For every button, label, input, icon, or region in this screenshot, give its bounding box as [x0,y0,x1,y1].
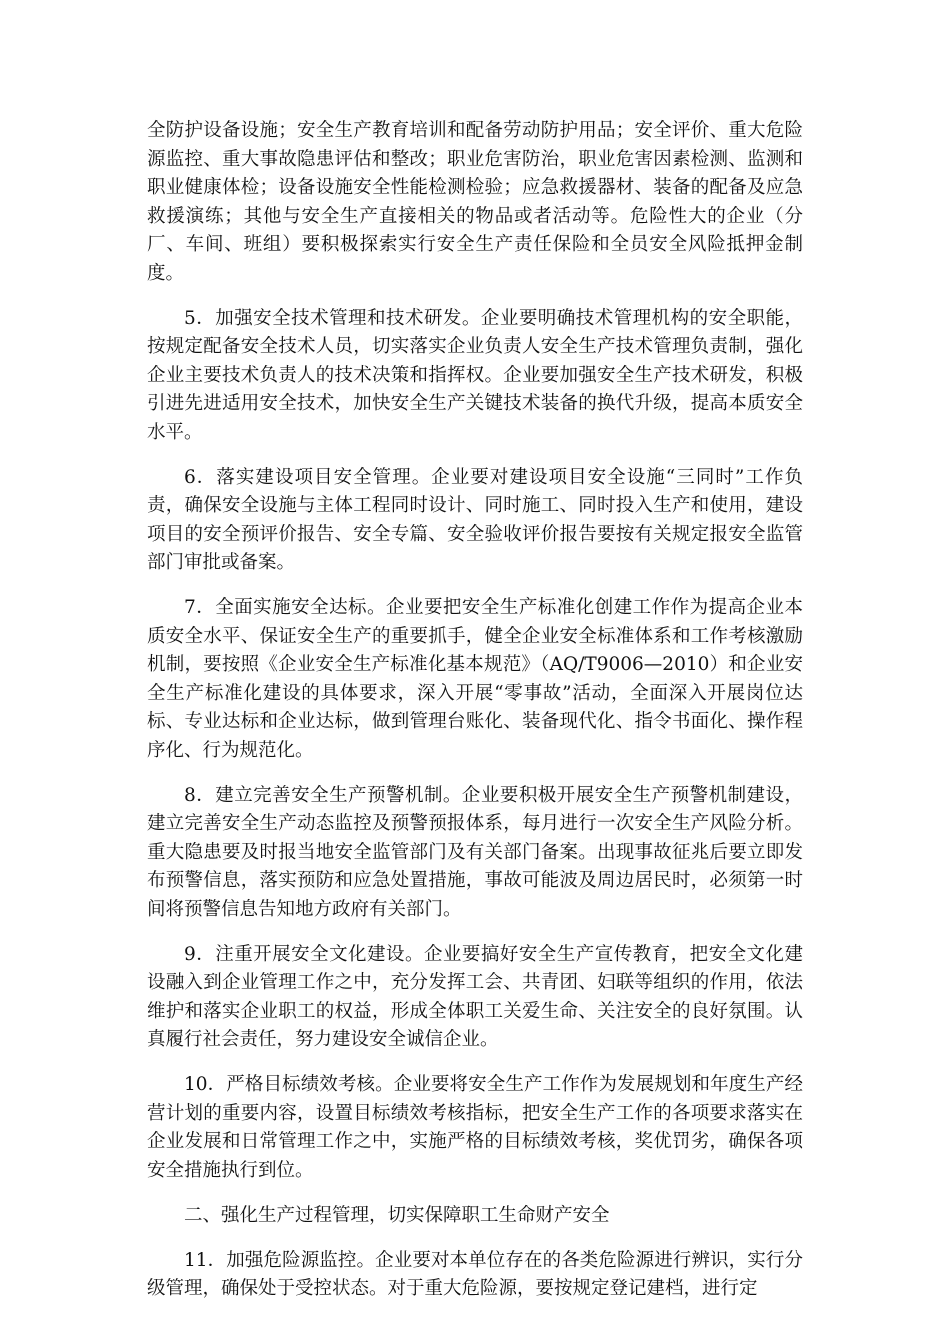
paragraph-item-5: 5．加强安全技术管理和技术研发。企业要明确技术管理机构的安全职能，按规定配备安全技术人员，切实落实企业负责人安全生产技术管理负责制，强化企业主要技术负责人的技术决策和指挥权。企业要加强安全生产技术研发，积极引进先进适用安全技术，加快安全生产关键技术装备的换代升级，提高本质安全水平。 [147,307,803,443]
paragraph-item-11: 11．加强危险源监控。企业要对本单位存在的各类危险源进行辨识，实行分级管理，确保处于受控状态。对于重大危险源，要按规定登记建档，进行定 [147,1249,803,1299]
section-heading: 二、强化生产过程管理，切实保障职工生命财产安全 [184,1204,610,1226]
paragraph-item-8: 8．建立完善安全生产预警机制。企业要积极开展安全生产预警机制建设，建立完善安全生产动态监控及预警预报体系，每月进行一次安全生产风险分析。重大隐患要及时报当地安全监管部门及有关部门备案。出现事故征兆后要立即发布预警信息，落实预防和应急处置措施，事故可能波及周边居民时，必须第一时间将预警信息告知地方政府有关部门。 [147,784,803,920]
paragraph-item-10: 10．严格目标绩效考核。企业要将安全生产工作作为发展规划和年度生产经营计划的重要内容，设置目标绩效考核指标，把安全生产工作的各项要求落实在企业发展和日常管理工作之中，实施严格的目标绩效考核，奖优罚劣，确保各项安全措施执行到位。 [147,1074,803,1181]
paragraph-item-6: 6．落实建设项目安全管理。企业要对建设项目安全设施“三同时”工作负责，确保安全设施与主体工程同时设计、同时施工、同时投入生产和使用，建设项目的安全预评价报告、安全专篇、安全验收评价报告要按有关规定报安全监管部门审批或备案。 [147,466,803,573]
paragraph-item-7: 7．全面实施安全达标。企业要把安全生产标准化创建工作作为提高企业本质安全水平、保证安全生产的重要抓手，健全企业安全标准体系和工作考核激励机制，要按照《企业安全生产标准化基本规范》（AQ/T9006—2010）和企业安全生产标准化建设的具体要求，深入开展“零事故”活动，全面深入开展岗位达标、专业达标和企业达标，做到管理台账化、装备现代化、指令书面化、操作程序化、行为规范化。 [147,597,803,761]
document-body [147,117,803,1320]
paragraph-item-9: 9．注重开展安全文化建设。企业要搞好安全生产宣传教育，把安全文化建设融入到企业管理工作之中，充分发挥工会、共青团、妇联等组织的作用，依法维护和落实企业职工的权益，形成全体职工关爱生命、关注安全的良好氛围。认真履行社会责任，努力建设安全诚信企业。 [147,943,803,1050]
paragraph-continued: 全防护设备设施；安全生产教育培训和配备劳动防护用品；安全评价、重大危险源监控、重大事故隐患评估和整改；职业危害防治，职业危害因素检测、监测和职业健康体检；设备设施安全性能检测检验；应急救援器材、装备的配备及应急救援演练；其他与安全生产直接相关的物品或者活动等。危险性大的企业（分厂、车间、班组）要积极探索实行安全生产责任保险和全员安全风险抵押金制度。 [147,120,803,284]
